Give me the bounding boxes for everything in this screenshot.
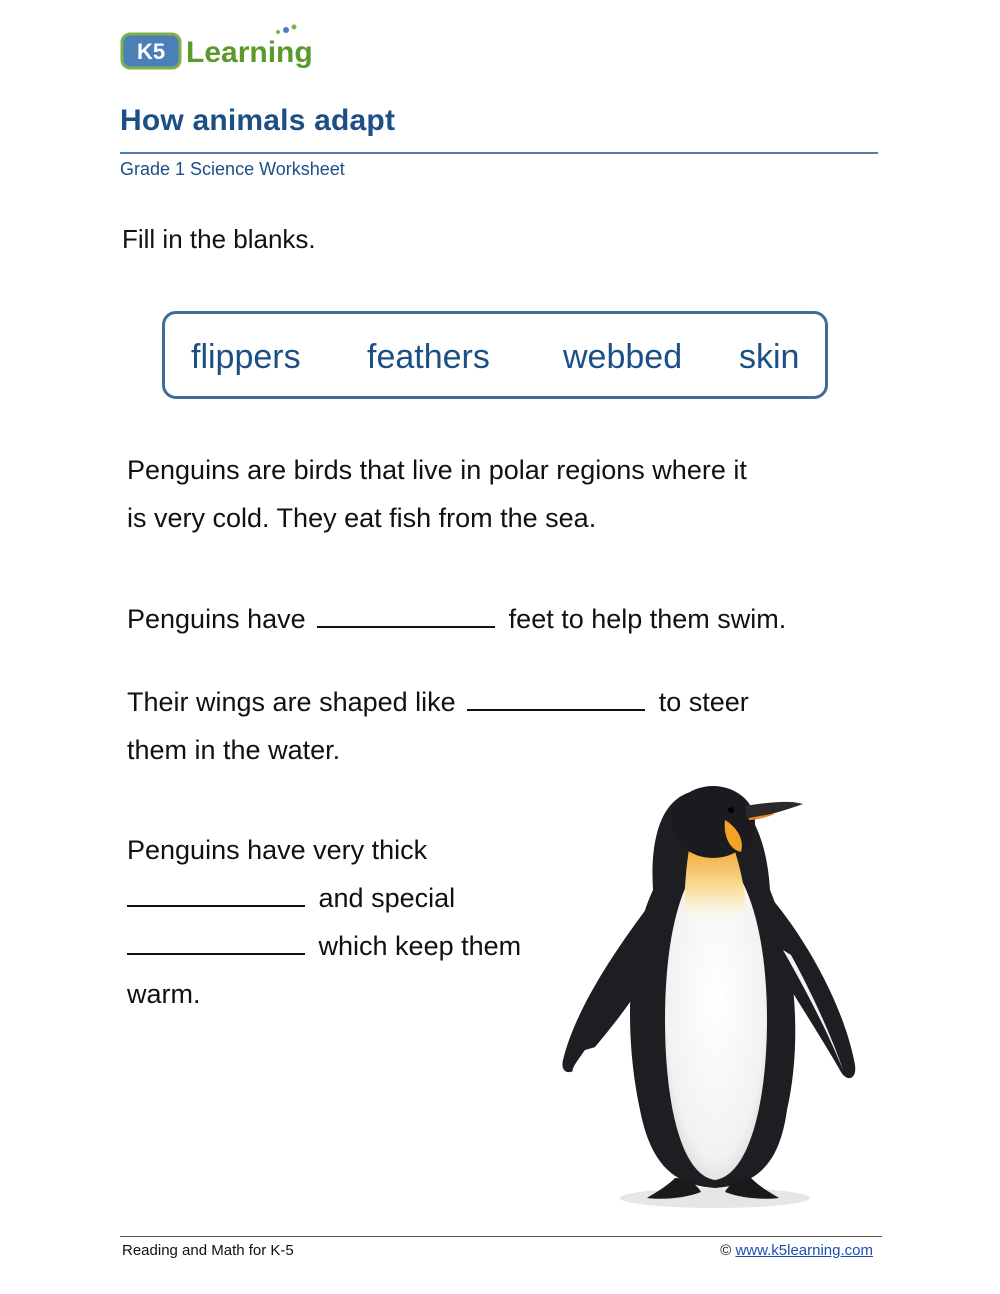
- answer-blank[interactable]: [317, 600, 495, 628]
- intro-paragraph: [127, 446, 747, 542]
- q3-line-3-text: which keep them: [318, 931, 522, 961]
- word-bank: [162, 311, 828, 399]
- word-bank-item: skin: [739, 338, 800, 376]
- answer-blank[interactable]: [127, 927, 305, 955]
- instruction-text: Fill in the blanks.: [122, 224, 316, 254]
- q3-line-1: Penguins have very thick: [127, 835, 428, 865]
- q3-line-4: warm.: [127, 979, 201, 1009]
- logo-k5-text: K5: [136, 39, 166, 64]
- question-2: [127, 678, 749, 774]
- q2-text-before: Their wings are shaped like: [127, 687, 456, 717]
- q2-text-after: to steer: [658, 687, 749, 717]
- page-subtitle: Grade 1 Science Worksheet: [120, 159, 345, 179]
- word-bank-item: webbed: [563, 338, 683, 376]
- penguin-illustration: [555, 780, 865, 1220]
- answer-blank[interactable]: [467, 683, 645, 711]
- copyright-symbol: ©: [720, 1242, 732, 1259]
- q3-line-2-text: and special: [318, 883, 456, 913]
- intro-line: Penguins are birds that live in polar regions where it: [127, 455, 747, 485]
- k5-learning-logo: [120, 24, 340, 76]
- q1-text-before: Penguins have: [127, 604, 306, 634]
- q1-text-after: feet to help them swim.: [508, 604, 787, 634]
- footer-tagline: Reading and Math for K-5: [122, 1242, 294, 1259]
- question-3: [127, 826, 521, 1018]
- question-1: [127, 595, 786, 643]
- footer-right: [720, 1242, 873, 1259]
- answer-blank[interactable]: [127, 879, 305, 907]
- intro-line: is very cold. They eat fish from the sea.: [127, 503, 597, 533]
- footer-divider: [120, 1236, 882, 1237]
- logo-learning-text: Learning: [186, 36, 313, 69]
- page-title: How animals adapt: [120, 104, 396, 137]
- title-divider: [120, 152, 878, 154]
- word-bank-item: feathers: [367, 338, 490, 376]
- q2-line-2: them in the water.: [127, 735, 341, 765]
- word-bank-item: flippers: [191, 338, 301, 376]
- footer-link[interactable]: www.k5learning.com: [735, 1242, 873, 1259]
